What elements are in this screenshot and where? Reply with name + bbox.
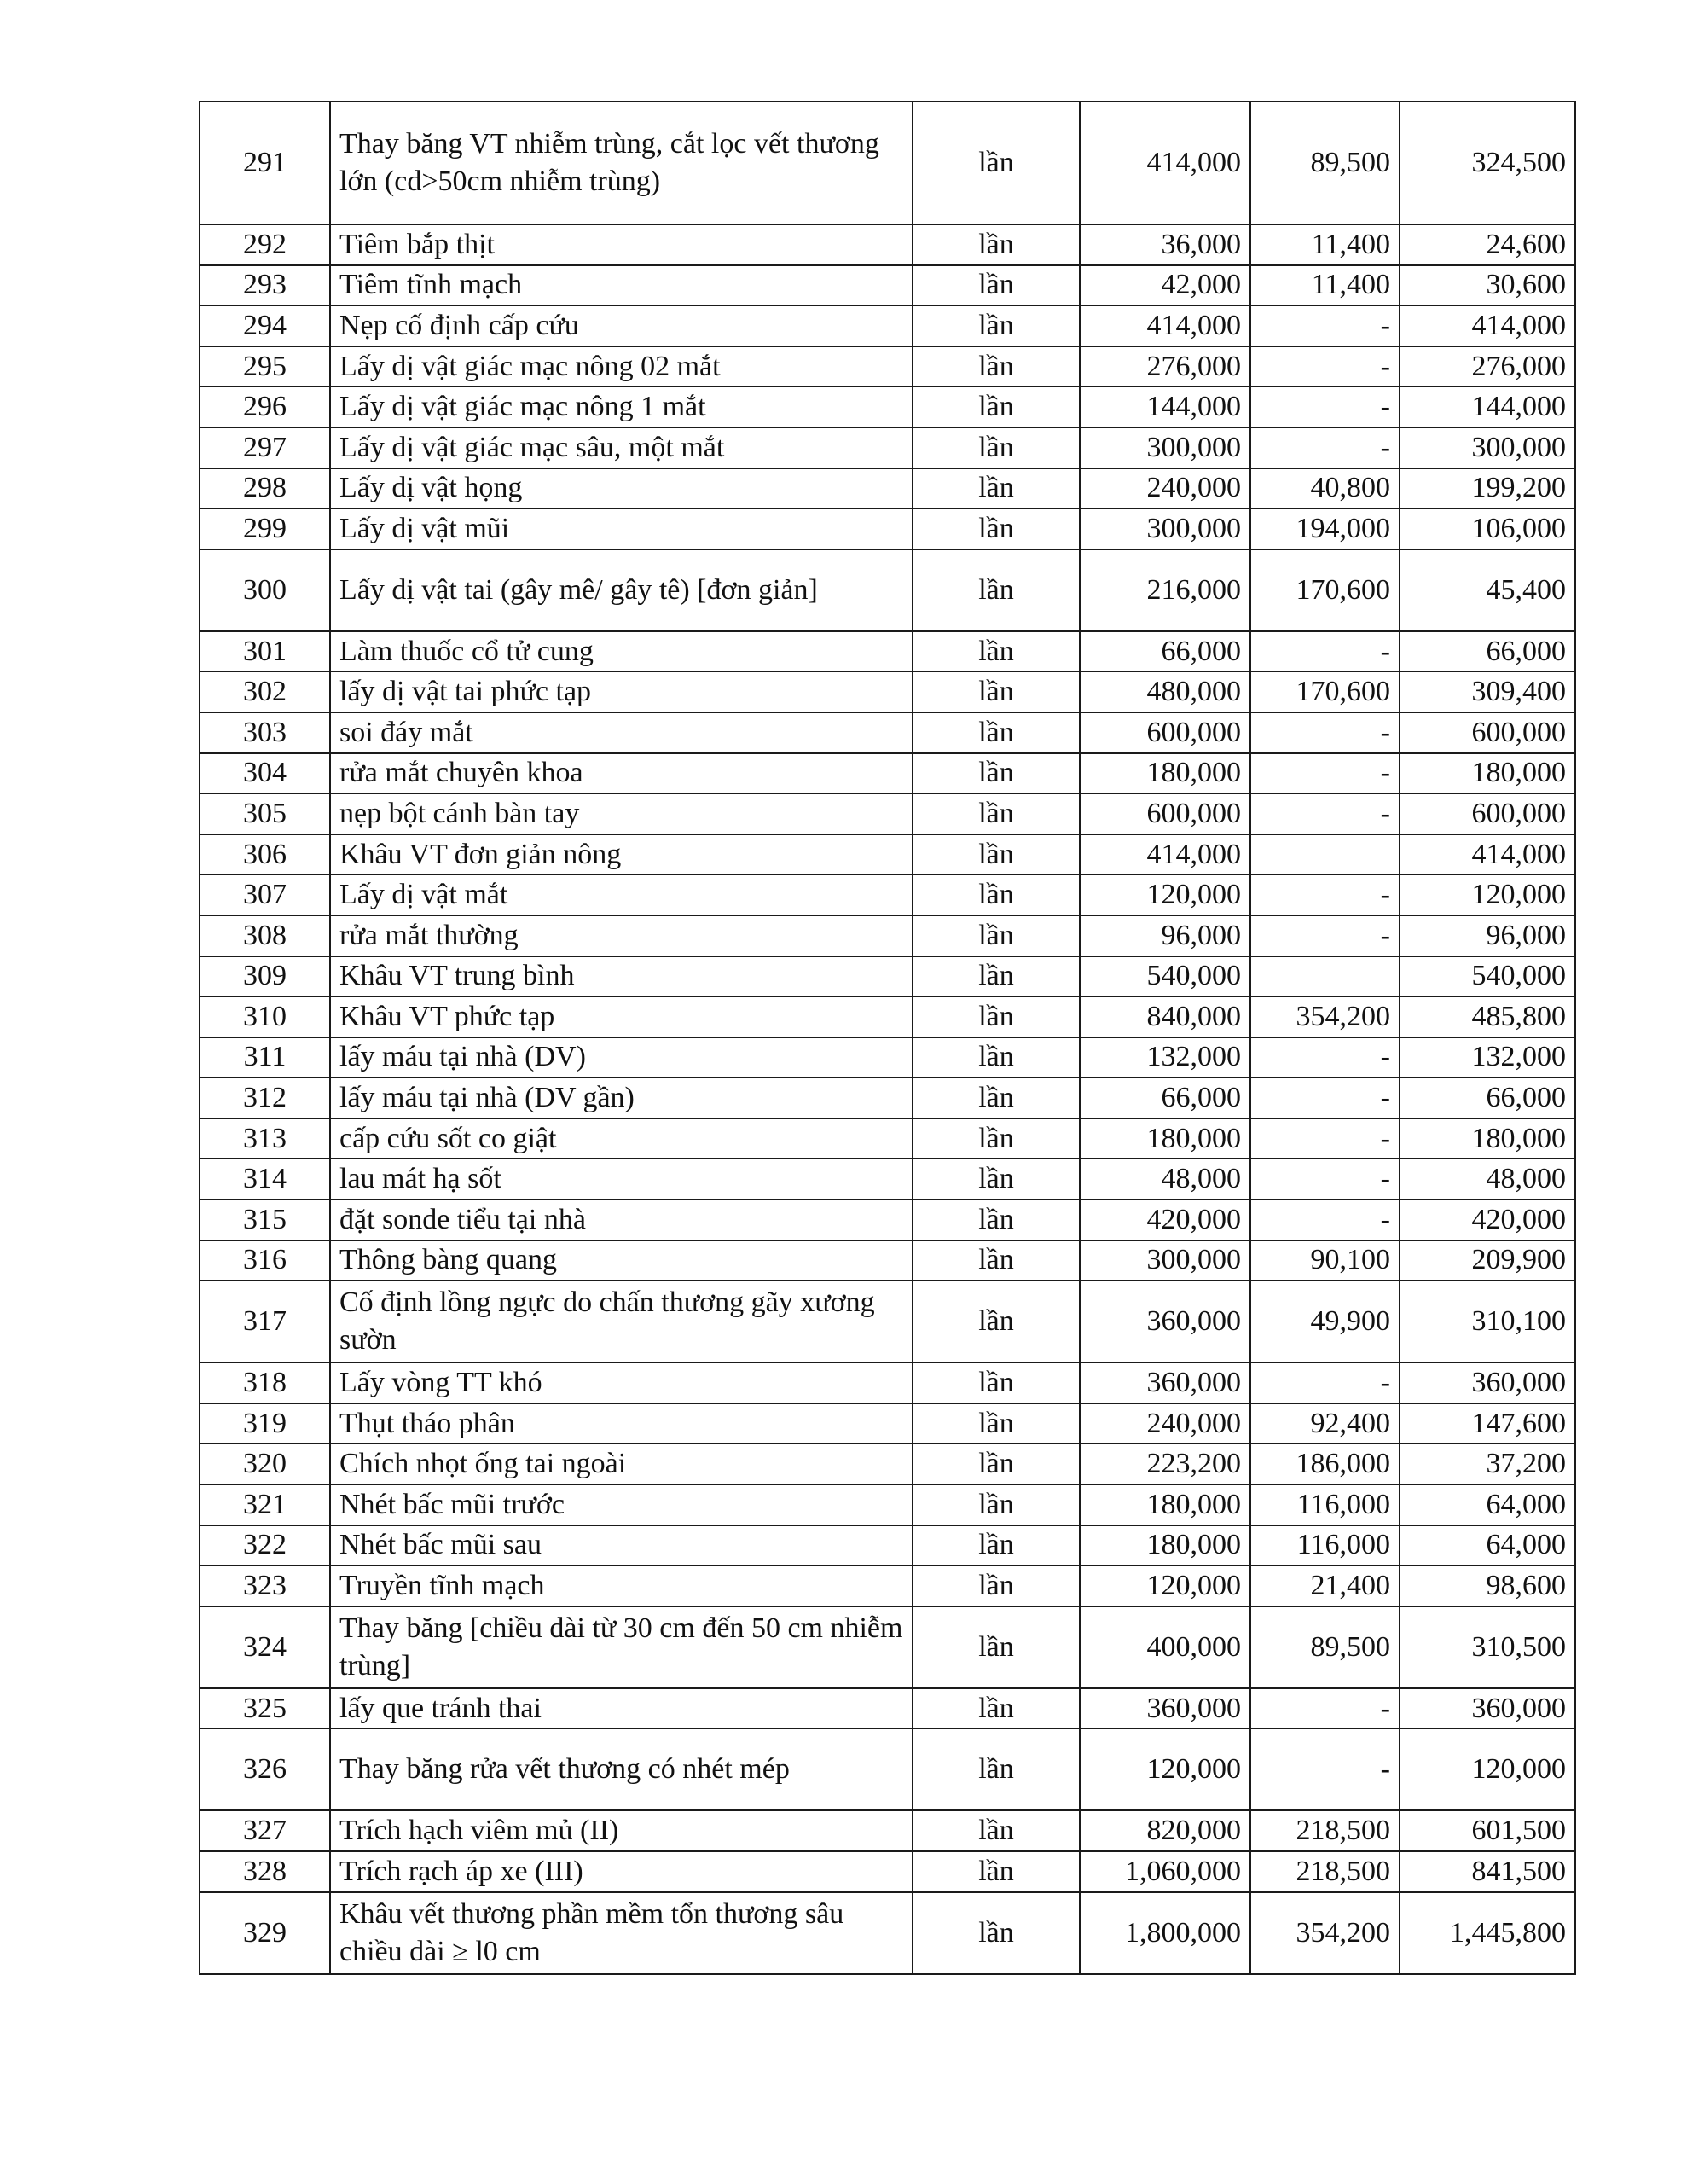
table-row [200, 386, 1575, 427]
insurance-amount: 354,200 [1250, 1892, 1400, 1974]
difference-amount: 310,100 [1400, 1281, 1575, 1362]
service-name: Lấy dị vật giác mạc nông 1 mắt [330, 386, 913, 427]
row-number: 324 [200, 1606, 330, 1688]
table-row [200, 956, 1575, 997]
service-name: rửa mắt chuyên khoa [330, 753, 913, 794]
difference-amount: 209,900 [1400, 1240, 1575, 1281]
row-number: 327 [200, 1810, 330, 1851]
difference-amount: 106,000 [1400, 508, 1575, 549]
insurance-amount: - [1250, 1362, 1400, 1403]
table-row [200, 468, 1575, 509]
insurance-amount: - [1250, 753, 1400, 794]
insurance-amount: - [1250, 427, 1400, 468]
row-number: 291 [200, 102, 330, 224]
service-name: Khâu vết thương phần mềm tổn thương sâu chiều dài ≥ l0 cm [330, 1892, 913, 1974]
row-number: 310 [200, 996, 330, 1037]
service-price: 360,000 [1080, 1688, 1250, 1729]
difference-amount: 66,000 [1400, 1077, 1575, 1118]
service-name: Lấy dị vật giác mạc sâu, một mắt [330, 427, 913, 468]
table-row [200, 834, 1575, 875]
row-number: 315 [200, 1199, 330, 1240]
unit-of-measure: lần [913, 1484, 1080, 1525]
service-price: 300,000 [1080, 508, 1250, 549]
row-number: 306 [200, 834, 330, 875]
table-row [200, 427, 1575, 468]
row-number: 305 [200, 793, 330, 834]
service-name: Lấy dị vật mũi [330, 508, 913, 549]
insurance-amount: 11,400 [1250, 224, 1400, 265]
table-row [200, 1199, 1575, 1240]
insurance-amount: 40,800 [1250, 468, 1400, 509]
table-row [200, 346, 1575, 387]
table-row [200, 915, 1575, 956]
service-price: 414,000 [1080, 305, 1250, 346]
insurance-amount: 21,400 [1250, 1565, 1400, 1606]
difference-amount: 600,000 [1400, 712, 1575, 753]
insurance-amount: 354,200 [1250, 996, 1400, 1037]
difference-amount: 310,500 [1400, 1606, 1575, 1688]
unit-of-measure: lần [913, 996, 1080, 1037]
unit-of-measure: lần [913, 305, 1080, 346]
insurance-amount: - [1250, 305, 1400, 346]
service-price: 96,000 [1080, 915, 1250, 956]
table-row [200, 671, 1575, 712]
row-number: 326 [200, 1728, 330, 1810]
difference-amount: 601,500 [1400, 1810, 1575, 1851]
insurance-amount: - [1250, 874, 1400, 915]
table-row [200, 1565, 1575, 1606]
service-name: đặt sonde tiểu tại nhà [330, 1199, 913, 1240]
service-price: 600,000 [1080, 793, 1250, 834]
unit-of-measure: lần [913, 508, 1080, 549]
table-row [200, 874, 1575, 915]
row-number: 322 [200, 1525, 330, 1566]
service-price: 180,000 [1080, 1525, 1250, 1566]
insurance-amount: 170,600 [1250, 671, 1400, 712]
unit-of-measure: lần [913, 1199, 1080, 1240]
row-number: 325 [200, 1688, 330, 1729]
table-row [200, 508, 1575, 549]
unit-of-measure: lần [913, 1362, 1080, 1403]
service-name: Cố định lồng ngực do chấn thương gãy xương sườn [330, 1281, 913, 1362]
service-price: 276,000 [1080, 346, 1250, 387]
table-row [200, 549, 1575, 631]
unit-of-measure: lần [913, 224, 1080, 265]
service-name: lấy dị vật tai phức tạp [330, 671, 913, 712]
table-row [200, 712, 1575, 753]
unit-of-measure: lần [913, 386, 1080, 427]
service-fee-table [199, 101, 1576, 1975]
service-price: 820,000 [1080, 1810, 1250, 1851]
service-name: Chích nhọt ống tai ngoài [330, 1443, 913, 1484]
service-name: Khâu VT trung bình [330, 956, 913, 997]
difference-amount: 414,000 [1400, 305, 1575, 346]
service-name: Tiêm bắp thịt [330, 224, 913, 265]
difference-amount: 132,000 [1400, 1037, 1575, 1078]
unit-of-measure: lần [913, 1077, 1080, 1118]
difference-amount: 45,400 [1400, 549, 1575, 631]
service-price: 36,000 [1080, 224, 1250, 265]
service-name: Lấy vòng TT khó [330, 1362, 913, 1403]
row-number: 328 [200, 1851, 330, 1892]
table-body [200, 102, 1575, 1974]
unit-of-measure: lần [913, 671, 1080, 712]
service-name: Thay băng rửa vết thương có nhét mép [330, 1728, 913, 1810]
row-number: 303 [200, 712, 330, 753]
unit-of-measure: lần [913, 834, 1080, 875]
row-number: 329 [200, 1892, 330, 1974]
difference-amount: 64,000 [1400, 1484, 1575, 1525]
table-row [200, 265, 1575, 306]
difference-amount: 485,800 [1400, 996, 1575, 1037]
difference-amount: 540,000 [1400, 956, 1575, 997]
unit-of-measure: lần [913, 1037, 1080, 1078]
service-price: 540,000 [1080, 956, 1250, 997]
difference-amount: 30,600 [1400, 265, 1575, 306]
unit-of-measure: lần [913, 915, 1080, 956]
service-name: Lấy dị vật họng [330, 468, 913, 509]
row-number: 323 [200, 1565, 330, 1606]
service-price: 132,000 [1080, 1037, 1250, 1078]
insurance-amount: 186,000 [1250, 1443, 1400, 1484]
insurance-amount: - [1250, 346, 1400, 387]
service-name: lấy máu tại nhà (DV gần) [330, 1077, 913, 1118]
unit-of-measure: lần [913, 1728, 1080, 1810]
insurance-amount: 194,000 [1250, 508, 1400, 549]
service-name: Lấy dị vật tai (gây mê/ gây tê) [đơn giản] [330, 549, 913, 631]
table-row [200, 1851, 1575, 1892]
service-name: Truyền tĩnh mạch [330, 1565, 913, 1606]
service-price: 120,000 [1080, 1565, 1250, 1606]
unit-of-measure: lần [913, 1159, 1080, 1199]
service-price: 360,000 [1080, 1362, 1250, 1403]
insurance-amount: 92,400 [1250, 1403, 1400, 1444]
insurance-amount: - [1250, 1118, 1400, 1159]
insurance-amount: - [1250, 915, 1400, 956]
row-number: 307 [200, 874, 330, 915]
row-number: 320 [200, 1443, 330, 1484]
unit-of-measure: lần [913, 265, 1080, 306]
difference-amount: 300,000 [1400, 427, 1575, 468]
row-number: 298 [200, 468, 330, 509]
service-name: Trích hạch viêm mủ (II) [330, 1810, 913, 1851]
service-price: 1,060,000 [1080, 1851, 1250, 1892]
service-name: Nhét bấc mũi sau [330, 1525, 913, 1566]
service-name: lau mát hạ sốt [330, 1159, 913, 1199]
unit-of-measure: lần [913, 1525, 1080, 1566]
unit-of-measure: lần [913, 468, 1080, 509]
difference-amount: 420,000 [1400, 1199, 1575, 1240]
row-number: 294 [200, 305, 330, 346]
insurance-amount: - [1250, 1728, 1400, 1810]
insurance-amount: - [1250, 793, 1400, 834]
difference-amount: 1,445,800 [1400, 1892, 1575, 1974]
service-name: lấy que tránh thai [330, 1688, 913, 1729]
difference-amount: 96,000 [1400, 915, 1575, 956]
row-number: 292 [200, 224, 330, 265]
service-price: 42,000 [1080, 265, 1250, 306]
service-price: 144,000 [1080, 386, 1250, 427]
unit-of-measure: lần [913, 346, 1080, 387]
insurance-amount: 11,400 [1250, 265, 1400, 306]
difference-amount: 360,000 [1400, 1688, 1575, 1729]
table-row [200, 996, 1575, 1037]
service-name: Khâu VT phức tạp [330, 996, 913, 1037]
service-price: 120,000 [1080, 1728, 1250, 1810]
service-name: Trích rạch áp xe (III) [330, 1851, 913, 1892]
service-name: cấp cứu sốt co giật [330, 1118, 913, 1159]
unit-of-measure: lần [913, 1281, 1080, 1362]
row-number: 316 [200, 1240, 330, 1281]
row-number: 295 [200, 346, 330, 387]
service-name: Tiêm tĩnh mạch [330, 265, 913, 306]
row-number: 317 [200, 1281, 330, 1362]
insurance-amount: - [1250, 712, 1400, 753]
service-price: 66,000 [1080, 631, 1250, 672]
difference-amount: 48,000 [1400, 1159, 1575, 1199]
insurance-amount: - [1250, 1159, 1400, 1199]
table-row [200, 1606, 1575, 1688]
service-name: Lấy dị vật mắt [330, 874, 913, 915]
row-number: 302 [200, 671, 330, 712]
service-price: 216,000 [1080, 549, 1250, 631]
row-number: 321 [200, 1484, 330, 1525]
insurance-amount: 170,600 [1250, 549, 1400, 631]
difference-amount: 147,600 [1400, 1403, 1575, 1444]
difference-amount: 37,200 [1400, 1443, 1575, 1484]
unit-of-measure: lần [913, 712, 1080, 753]
service-name: nẹp bột cánh bàn tay [330, 793, 913, 834]
service-price: 120,000 [1080, 874, 1250, 915]
unit-of-measure: lần [913, 1851, 1080, 1892]
service-price: 414,000 [1080, 834, 1250, 875]
table-row [200, 1281, 1575, 1362]
unit-of-measure: lần [913, 631, 1080, 672]
service-price: 840,000 [1080, 996, 1250, 1037]
table-row [200, 631, 1575, 672]
insurance-amount: 89,500 [1250, 102, 1400, 224]
service-name: Thụt tháo phân [330, 1403, 913, 1444]
table-row [200, 224, 1575, 265]
insurance-amount: 116,000 [1250, 1484, 1400, 1525]
insurance-amount: - [1250, 1199, 1400, 1240]
service-price: 180,000 [1080, 753, 1250, 794]
difference-amount: 324,500 [1400, 102, 1575, 224]
unit-of-measure: lần [913, 753, 1080, 794]
insurance-amount: 89,500 [1250, 1606, 1400, 1688]
service-name: lấy máu tại nhà (DV) [330, 1037, 913, 1078]
table-row [200, 305, 1575, 346]
row-number: 301 [200, 631, 330, 672]
service-price: 180,000 [1080, 1484, 1250, 1525]
table-row [200, 1892, 1575, 1974]
unit-of-measure: lần [913, 549, 1080, 631]
difference-amount: 414,000 [1400, 834, 1575, 875]
row-number: 304 [200, 753, 330, 794]
difference-amount: 66,000 [1400, 631, 1575, 672]
service-name: Thay băng VT nhiễm trùng, cắt lọc vết thương lớn (cd>50cm nhiễm trùng) [330, 102, 913, 224]
difference-amount: 120,000 [1400, 874, 1575, 915]
difference-amount: 24,600 [1400, 224, 1575, 265]
row-number: 300 [200, 549, 330, 631]
difference-amount: 120,000 [1400, 1728, 1575, 1810]
row-number: 318 [200, 1362, 330, 1403]
table-row [200, 793, 1575, 834]
table-row [200, 1159, 1575, 1199]
row-number: 299 [200, 508, 330, 549]
service-name: rửa mắt thường [330, 915, 913, 956]
unit-of-measure: lần [913, 793, 1080, 834]
row-number: 297 [200, 427, 330, 468]
service-price: 48,000 [1080, 1159, 1250, 1199]
insurance-amount: 218,500 [1250, 1851, 1400, 1892]
service-price: 223,200 [1080, 1443, 1250, 1484]
unit-of-measure: lần [913, 1118, 1080, 1159]
service-price: 360,000 [1080, 1281, 1250, 1362]
unit-of-measure: lần [913, 102, 1080, 224]
service-name: Thông bàng quang [330, 1240, 913, 1281]
insurance-amount [1250, 834, 1400, 875]
table-row [200, 102, 1575, 224]
service-price: 180,000 [1080, 1118, 1250, 1159]
difference-amount: 180,000 [1400, 1118, 1575, 1159]
unit-of-measure: lần [913, 1688, 1080, 1729]
service-name: soi đáy mắt [330, 712, 913, 753]
service-price: 300,000 [1080, 427, 1250, 468]
service-price: 1,800,000 [1080, 1892, 1250, 1974]
service-name: Làm thuốc cổ tử cung [330, 631, 913, 672]
difference-amount: 276,000 [1400, 346, 1575, 387]
difference-amount: 144,000 [1400, 386, 1575, 427]
service-name: Thay băng [chiều dài từ 30 cm đến 50 cm nhiễm trùng] [330, 1606, 913, 1688]
difference-amount: 360,000 [1400, 1362, 1575, 1403]
service-price: 400,000 [1080, 1606, 1250, 1688]
insurance-amount: 90,100 [1250, 1240, 1400, 1281]
insurance-amount: - [1250, 386, 1400, 427]
table-row [200, 1118, 1575, 1159]
table-row [200, 1443, 1575, 1484]
difference-amount: 64,000 [1400, 1525, 1575, 1566]
row-number: 293 [200, 265, 330, 306]
service-price: 414,000 [1080, 102, 1250, 224]
row-number: 313 [200, 1118, 330, 1159]
table-row [200, 1525, 1575, 1566]
table-row [200, 1240, 1575, 1281]
service-price: 480,000 [1080, 671, 1250, 712]
difference-amount: 309,400 [1400, 671, 1575, 712]
table-row [200, 753, 1575, 794]
table-row [200, 1037, 1575, 1078]
unit-of-measure: lần [913, 874, 1080, 915]
row-number: 319 [200, 1403, 330, 1444]
unit-of-measure: lần [913, 1810, 1080, 1851]
service-price: 300,000 [1080, 1240, 1250, 1281]
unit-of-measure: lần [913, 1606, 1080, 1688]
table-row [200, 1728, 1575, 1810]
table-row [200, 1484, 1575, 1525]
difference-amount: 199,200 [1400, 468, 1575, 509]
service-price: 240,000 [1080, 1403, 1250, 1444]
row-number: 311 [200, 1037, 330, 1078]
insurance-amount: - [1250, 1037, 1400, 1078]
difference-amount: 841,500 [1400, 1851, 1575, 1892]
table-row [200, 1362, 1575, 1403]
row-number: 296 [200, 386, 330, 427]
unit-of-measure: lần [913, 1565, 1080, 1606]
service-price: 240,000 [1080, 468, 1250, 509]
table-row [200, 1077, 1575, 1118]
table-row [200, 1403, 1575, 1444]
insurance-amount: 218,500 [1250, 1810, 1400, 1851]
unit-of-measure: lần [913, 956, 1080, 997]
service-name: Nhét bấc mũi trước [330, 1484, 913, 1525]
insurance-amount: - [1250, 1077, 1400, 1118]
unit-of-measure: lần [913, 1240, 1080, 1281]
service-name: Nẹp cố định cấp cứu [330, 305, 913, 346]
insurance-amount: - [1250, 631, 1400, 672]
difference-amount: 98,600 [1400, 1565, 1575, 1606]
service-name: Lấy dị vật giác mạc nông 02 mắt [330, 346, 913, 387]
difference-amount: 600,000 [1400, 793, 1575, 834]
row-number: 309 [200, 956, 330, 997]
insurance-amount: 49,900 [1250, 1281, 1400, 1362]
unit-of-measure: lần [913, 427, 1080, 468]
insurance-amount: - [1250, 1688, 1400, 1729]
unit-of-measure: lần [913, 1403, 1080, 1444]
row-number: 312 [200, 1077, 330, 1118]
row-number: 314 [200, 1159, 330, 1199]
service-price: 66,000 [1080, 1077, 1250, 1118]
service-price: 420,000 [1080, 1199, 1250, 1240]
unit-of-measure: lần [913, 1443, 1080, 1484]
service-price: 600,000 [1080, 712, 1250, 753]
insurance-amount: 116,000 [1250, 1525, 1400, 1566]
unit-of-measure: lần [913, 1892, 1080, 1974]
service-name: Khâu VT đơn giản nông [330, 834, 913, 875]
insurance-amount [1250, 956, 1400, 997]
difference-amount: 180,000 [1400, 753, 1575, 794]
table-row [200, 1688, 1575, 1729]
row-number: 308 [200, 915, 330, 956]
table-row [200, 1810, 1575, 1851]
